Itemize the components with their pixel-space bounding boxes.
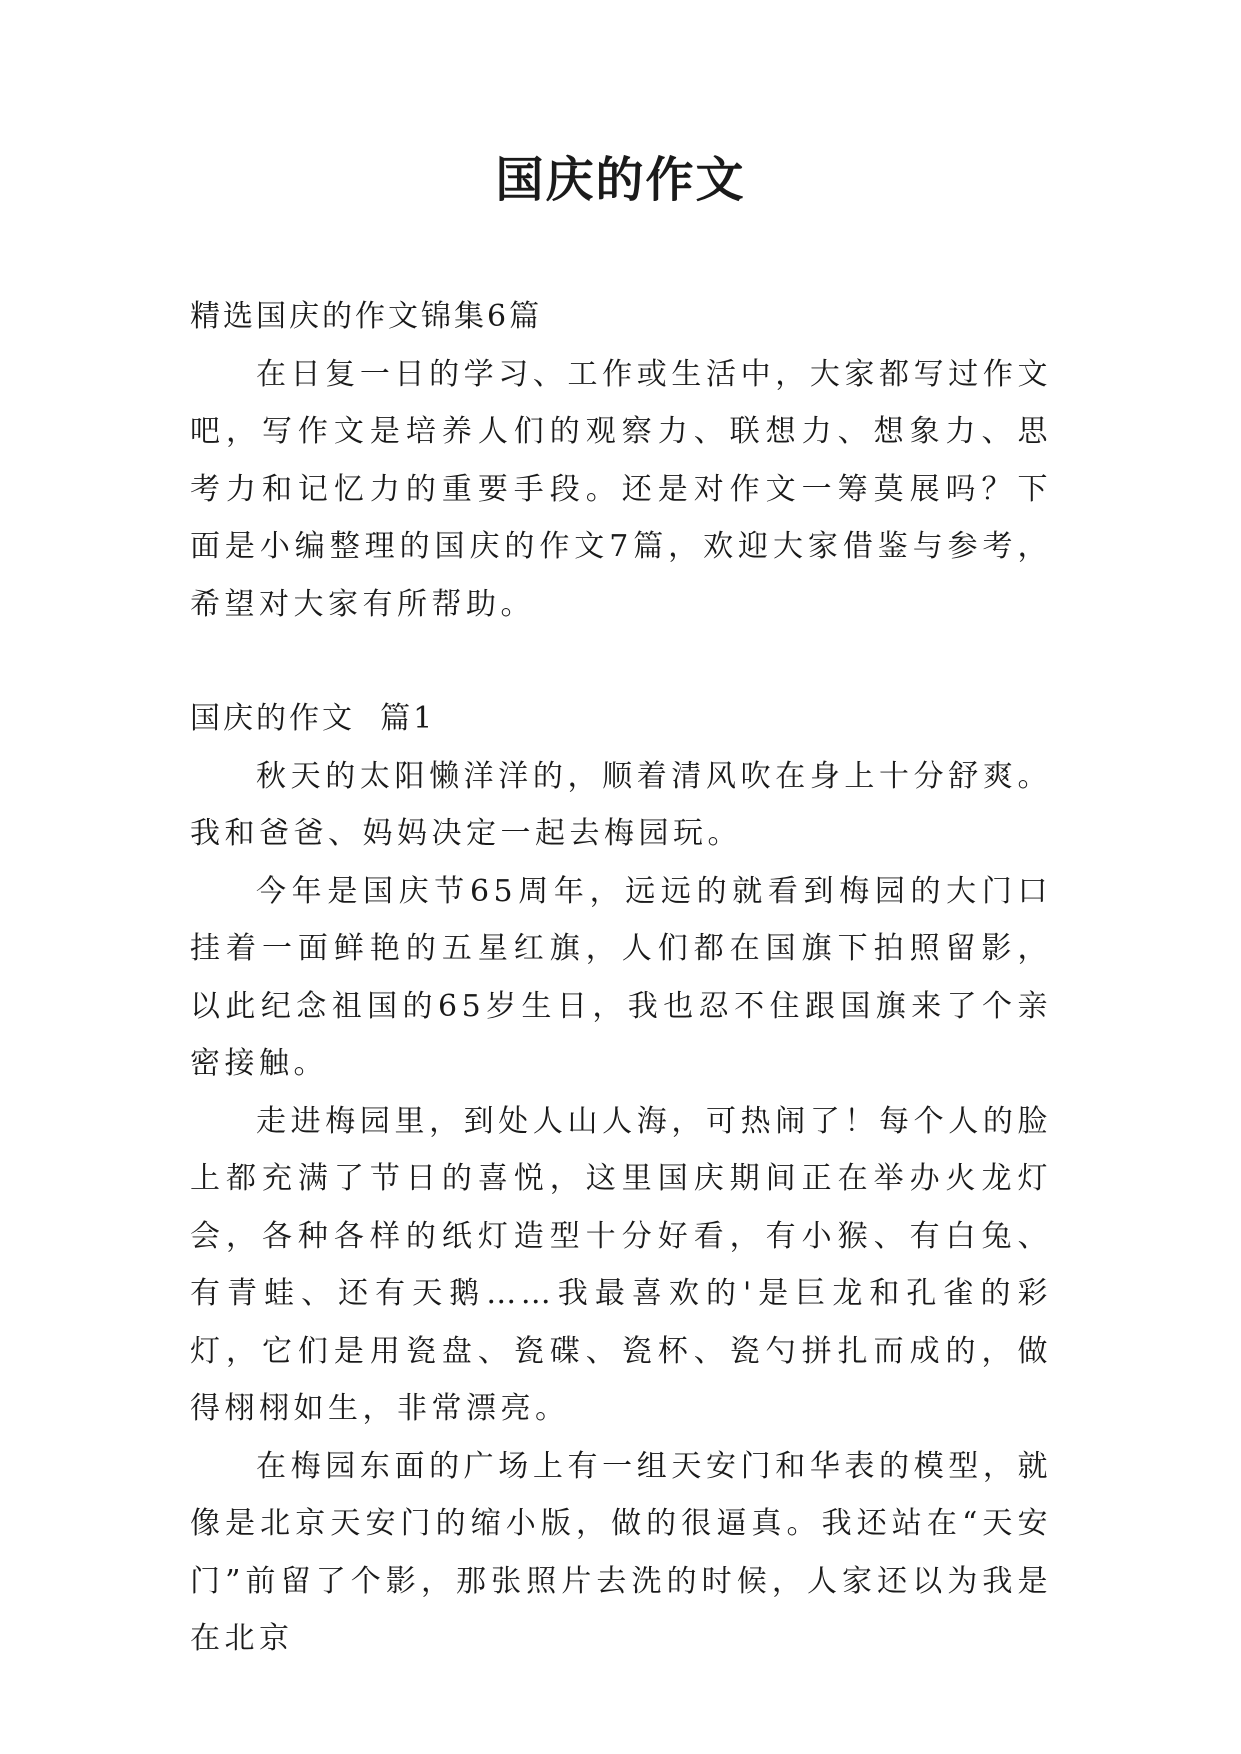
body-paragraph: 秋天的太阳懒洋洋的，顺着清风吹在身上十分舒爽。我和爸爸、妈妈决定一起去梅园玩。 [190, 758, 1052, 851]
document-title: 国庆的作文 [495, 152, 746, 208]
intro-paragraph: 在日复一日的学习、工作或生活中，大家都写过作文吧，写作文是培养人们的观察力、联想力、想象力、思考力和记忆力的重要手段。还是对作文一筹莫展吗？下面是小编整理的国庆的作文7篇，欢迎大家借鉴与参考，希望对大家有所帮助。 [190, 356, 1052, 622]
body-paragraph: 今年是国庆节65周年，远远的就看到梅园的大门口挂着一面鲜艳的五星红旗，人们都在国旗下拍照留影，以此纪念祖国的65岁生日，我也忍不住跟国旗来了个亲密接触。 [190, 873, 1052, 1081]
section-heading: 国庆的作文 篇1 [190, 701, 436, 736]
body-paragraph: 在梅园东面的广场上有一组天安门和华表的模型，就像是北京天安门的缩小版，做的很逼真。我还站在“天安门”前留了个影，那张照片去洗的时候，人家还以为我是在北京 [190, 1448, 1052, 1656]
document-body [190, 288, 1052, 1668]
section-spacer [190, 633, 1052, 690]
body-paragraph: 走进梅园里，到处人山人海，可热闹了！每个人的脸上都充满了节日的喜悦，这里国庆期间正在举办火龙灯会，各种各样的纸灯造型十分好看，有小猴、有白兔、有青蛙、还有天鹅……我最喜欢的'是巨龙和孔雀的彩灯，它们是用瓷盘、瓷碟、瓷杯、瓷勺拼扎而成的，做得栩栩如生，非常漂亮。 [190, 1103, 1052, 1426]
intro-heading: 精选国庆的作文锦集6篇 [190, 299, 543, 334]
